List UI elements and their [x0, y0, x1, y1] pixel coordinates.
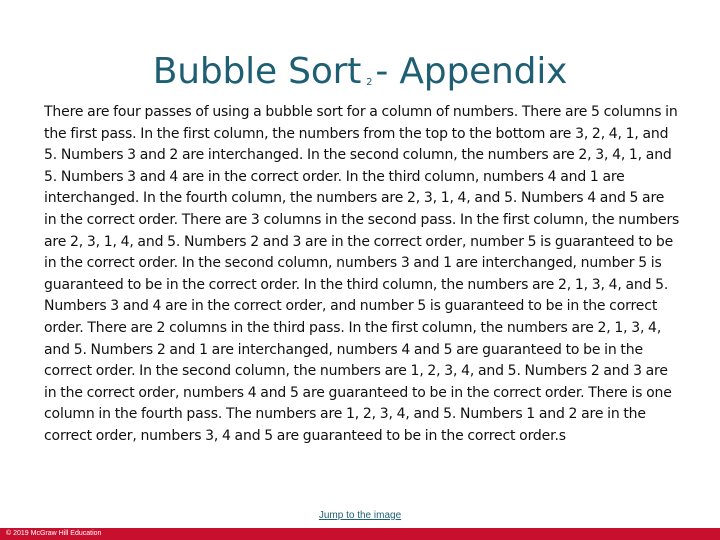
slide-title-main: Bubble Sort [152, 51, 362, 93]
slide-title-rest: - Appendix [375, 51, 568, 93]
copyright-text: © 2019 McGraw Hill Education [6, 530, 102, 537]
jump-to-image-link[interactable]: Jump to the image [318, 510, 402, 521]
slide-title-subscript: 2 [366, 77, 373, 89]
appendix-body-text: There are four passes of using a bubble sort for a column of numbers. There are 5 columns in the first pass. In the first column, the numbers from the top to the bottom are 3, 2, 4, 1, and 5. Numbers 3 and 2 are interchanged. In the second column, the numbers are 2, 3, 4, 1, and 5. Numbers 3 and 4 are in the correct order. In the third column, numbers 4 and 1 are interchanged. In the fourth column, the numbers are 2, 3, 1, 4, and 5. Numbers 4 and 5 are in the correct order. There are 3 columns in the second pass. In the first column, the numbers are 2, 3, 1, 4, and 5. Numbers 2 and 3 are in the correct order, number 5 is guaranteed to be in the correct order. In the second column, numbers 3 and 1 are interchanged, number 5 is guaranteed to be in the correct order. In the third column, the numbers are 2, 1, 3, 4, and 5. Numbers 3 and 4 are in the correct order, and number 5 is guaranteed to be in the correct order. There are 2 columns in the third pass. In the first column, the numbers are 2, 1, 3, 4, and 5. Numbers 2 and 1 are interchanged, numbers 4 and 5 are guaranteed to be in the correct order. In the second column, the numbers are 1, 2, 3, 4, and 5. Numbers 2 and 3 are in the correct order, numbers 4 and 5 are guaranteed to be in the correct order. There is one column in the fourth pass. The numbers are 1, 2, 3, 4, and 5. Numbers 1 and 2 are in the correct order, numbers 3, 4 and 5 are guaranteed to be in the correct order.s [44, 104, 680, 444]
slide-title [0, 48, 720, 107]
footer-bar [0, 528, 720, 540]
